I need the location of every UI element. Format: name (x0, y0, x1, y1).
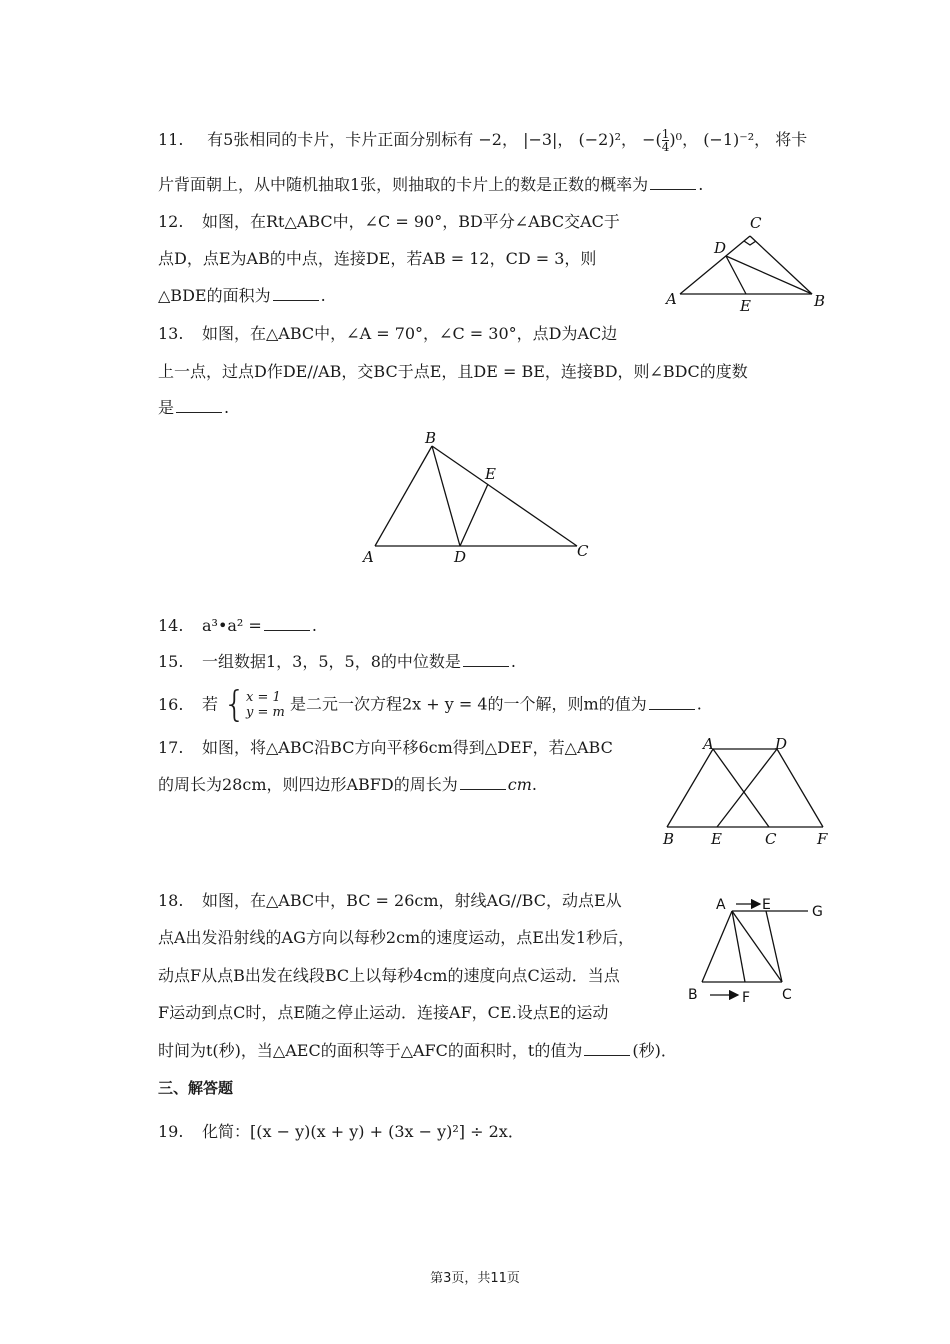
q17-unit: cm (507, 775, 532, 794)
answer-blank (463, 654, 509, 667)
q18-text-4: F运动到点C时，点E随之停止运动．连接AF，CE.设点E的运动 (158, 1003, 609, 1022)
q18-line1 (158, 890, 622, 912)
q11-line2: 片背面朝上，从中随机抽取1张，则抽取的卡片上的数是正数的概率为 . (158, 175, 704, 194)
q12-figure (660, 212, 830, 317)
q13-number: 13. (158, 324, 184, 343)
q12-line1 (158, 211, 620, 233)
q17-label-d: D (775, 735, 788, 753)
q12-segment-de (726, 256, 746, 294)
q18-line4 (158, 1002, 608, 1024)
q19-line (158, 1121, 524, 1143)
q11-value-4-pre: −( (642, 130, 662, 149)
q17-text-1: 如图，将△ABC沿BC方向平移6cm得到△DEF，若△ABC (202, 738, 613, 757)
q11-value-5: (−1)⁻²， (703, 130, 771, 149)
q18-text-2: 点A出发沿射线的AG方向以每秒2cm的速度运动，点E出发1秒后， (158, 928, 635, 947)
q18-label-a: A (716, 897, 726, 913)
q11-value-3: (−2)²， (578, 130, 638, 149)
q19-text: 化简：[(x − y)(x + y) + (3x − y)²] ÷ 2x． (202, 1122, 524, 1141)
q18-line2 (158, 927, 634, 949)
q18-label-b: B (688, 987, 698, 1003)
q18-label-c: C (782, 987, 792, 1003)
q13-segment-de (460, 484, 488, 546)
q13-side-ab (375, 446, 432, 546)
q11-line1 (158, 128, 807, 153)
q13-line2 (158, 361, 748, 383)
q12-side-cb (750, 236, 812, 294)
q11-line1-end: 将卡 (775, 130, 808, 149)
q16-system (246, 690, 285, 720)
q16-number: 16. (158, 694, 184, 714)
q11-value-4-post: )⁰， (669, 130, 699, 149)
q11-fraction-denominator: 4 (661, 140, 670, 154)
q17-side-df (777, 749, 823, 827)
q14-expression: a³•a² = (202, 616, 262, 635)
q13-line3: 是 . (158, 398, 230, 417)
q13-figure (355, 428, 600, 568)
q18-line3 (158, 965, 620, 987)
q15-text: 一组数据1，3，5，5，8的中位数是 (202, 652, 461, 671)
q14-line: 14. a³•a² = . (158, 616, 317, 635)
q18-text-1: 如图，在△ABC中，BC = 26cm，射线AG//BC，动点E从 (202, 891, 622, 910)
q12-text-1: 如图，在Rt△ABC中，∠C = 90°，BD平分∠ABC交AC于 (202, 212, 620, 231)
answer-blank (273, 288, 319, 301)
q17-label-a: A (703, 735, 714, 753)
answer-blank (649, 697, 695, 710)
q17-label-f: F (817, 830, 828, 848)
q16-prefix: 若 (202, 694, 219, 714)
q15-line: 15. 一组数据1，3，5，5，8的中位数是 . (158, 652, 516, 671)
q12-text-3: △BDE的面积为 (158, 286, 271, 305)
q12-text-2: 点D，点E为AB的中点，连接DE，若AB = 12，CD = 3，则 (158, 249, 597, 268)
q18-line5 (158, 1040, 677, 1062)
q18-label-g: G (812, 904, 823, 920)
q12-right-angle-mark (744, 241, 756, 245)
q18-segment-af (732, 911, 745, 982)
q13-line1 (158, 323, 617, 345)
q13-label-b: B (425, 429, 437, 447)
q11-fraction-numerator: 1 (661, 127, 670, 141)
q13-text-3: 是 (158, 398, 175, 417)
q17-label-e: E (711, 830, 722, 848)
answer-blank (176, 400, 222, 413)
q18-text-5-end: (秒)． (632, 1041, 677, 1060)
q16-equation-1: x = 1 (246, 690, 281, 705)
q12-line3: △BDE的面积为 . (158, 286, 326, 305)
answer-blank (584, 1043, 630, 1056)
q12-label-e: E (740, 297, 751, 315)
q12-label-d: D (714, 239, 727, 257)
q17-text-2: 的周长为28cm，则四边形ABFD的周长为 (158, 775, 458, 794)
q15-number: 15. (158, 652, 184, 671)
q17-figure (655, 733, 835, 853)
q16-line: 16. 若 { x = 1 y = m 是二元一次方程2x + y = 4的一个解，则m的值为 . (158, 684, 702, 725)
page-number: 第3页，共11页 (430, 1271, 520, 1286)
q13-segment-bd (432, 446, 460, 546)
q12-segment-bd (726, 256, 812, 294)
q11-text-2: 片背面朝上，从中随机抽取1张，则抽取的卡片上的数是正数的概率为 (158, 175, 649, 194)
q11-number: 11. (158, 130, 184, 149)
section-heading (158, 1077, 233, 1099)
q13-label-c: C (577, 542, 589, 560)
q13-text-1: 如图，在△ABC中，∠A = 70°，∠C = 30°，点D为AC边 (202, 324, 618, 343)
q13-text-2: 上一点，过点D作DE//AB，交BC于点E，且DE = BE，连接BD，则∠BDC的度数 (158, 362, 748, 381)
q11-value-1: −2， (478, 130, 518, 149)
q18-number: 18. (158, 891, 184, 910)
q12-label-c: C (750, 214, 762, 232)
q11-value-2: |−3|， (523, 130, 574, 149)
q13-side-bc (432, 446, 577, 546)
q12-number: 12. (158, 212, 184, 231)
q18-figure (680, 892, 840, 1007)
q17-label-c: C (765, 830, 777, 848)
q17-line1 (158, 737, 613, 759)
q17-label-b: B (663, 830, 675, 848)
q18-label-f: F (742, 990, 751, 1006)
q12-line2 (158, 248, 596, 270)
q17-side-ab (667, 749, 713, 827)
q19-number: 19. (158, 1122, 184, 1141)
q14-number: 14. (158, 616, 184, 635)
section-title: 三、解答题 (158, 1079, 234, 1097)
q17-number: 17. (158, 738, 184, 757)
q13-label-a: A (363, 548, 374, 566)
q18-text-3: 动点F从点B出发在线段BC上以每秒4cm的速度向点C运动．当点 (158, 966, 620, 985)
answer-blank (264, 618, 310, 631)
q13-label-e: E (485, 465, 496, 483)
q11-text: 有5张相同的卡片，卡片正面分别标有 (207, 130, 474, 149)
q13-label-d: D (454, 548, 467, 566)
answer-blank (650, 177, 696, 190)
q17-line2: 的周长为28cm，则四边形ABFD的周长为 cm. (158, 775, 537, 794)
answer-blank (460, 777, 506, 790)
q18-side-ab (702, 911, 732, 982)
q18-text-5: 时间为t(秒)，当△AEC的面积等于△AFC的面积时，t的值为 (158, 1041, 583, 1060)
q16-brace: { (223, 684, 247, 725)
q12-label-a: A (666, 290, 677, 308)
q17-side-ac (713, 749, 769, 827)
q18-label-e: E (762, 897, 771, 913)
q16-equation-2: y = m (246, 705, 285, 720)
q12-label-b: B (814, 292, 826, 310)
q16-text: 是二元一次方程2x + y = 4的一个解，则m的值为 (289, 694, 647, 714)
page-footer (0, 1267, 950, 1286)
q17-side-de (717, 749, 777, 827)
